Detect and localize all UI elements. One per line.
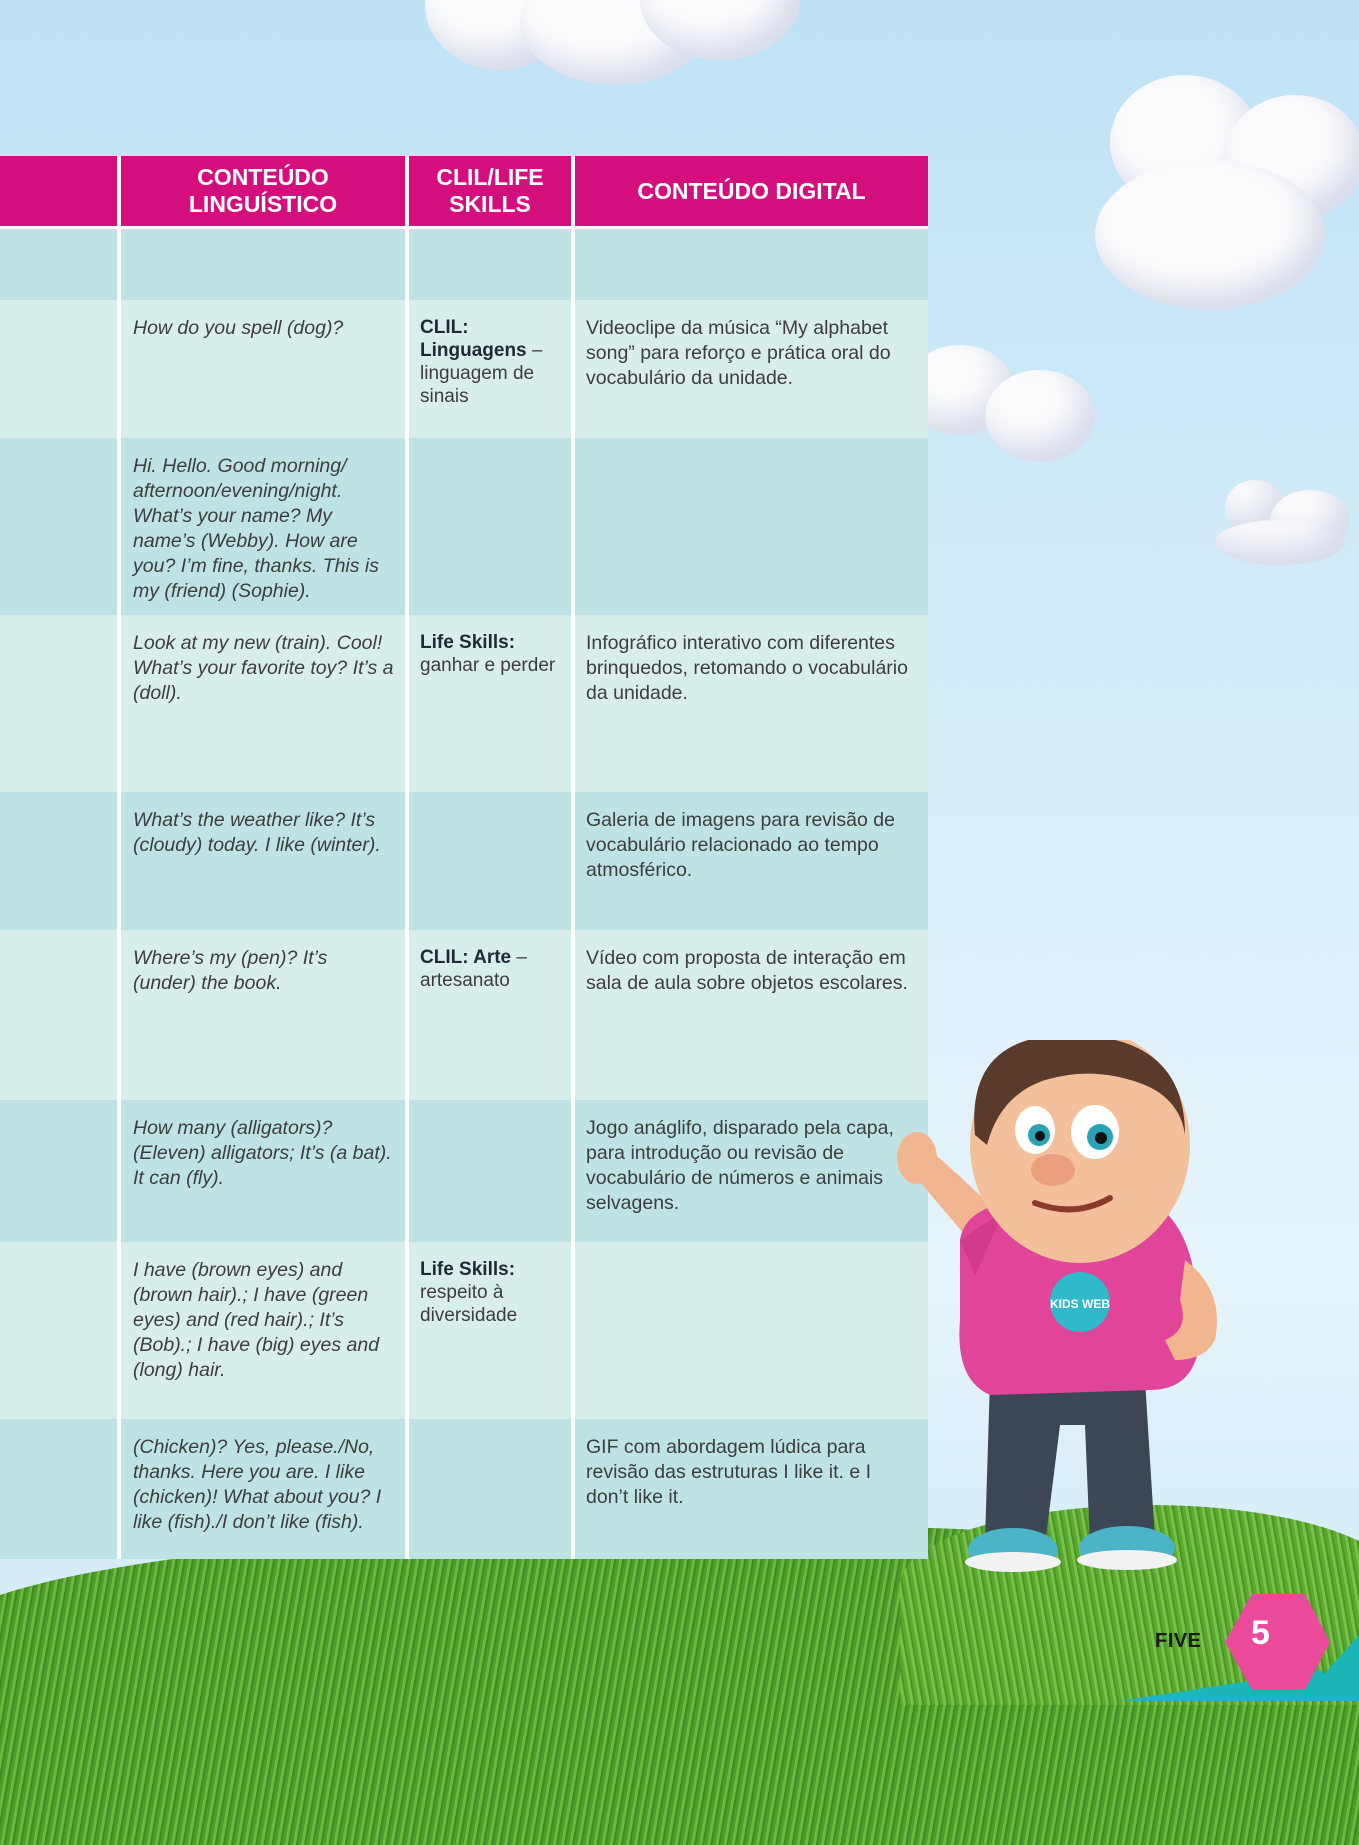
digital-cell: Infográfico interativo com diferentes brinquedos, retomando o vocabulário da unidade. <box>573 615 928 792</box>
page-word: FIVE <box>1155 1630 1202 1652</box>
table-row <box>0 1242 928 1419</box>
digital-cell: Galeria de imagens para revisão de vocabulário relacionado ao tempo atmosférico. <box>573 792 928 930</box>
clil-cell: CLIL: Arte – artesanato <box>407 930 573 1100</box>
unit-cell <box>0 228 119 300</box>
linguistico-cell: Look at my new (train). Cool! What’s your favorite toy? It’s a (doll). <box>119 615 407 792</box>
linguistico-cell: I have (brown eyes) and (brown hair).; I have (green eyes) and (red hair).; It’s (Bob).; I have (big) eyes and (long) hair. <box>119 1242 407 1419</box>
digital-cell: Jogo anáglifo, disparado pela capa, para introdução ou revisão de vocabulário de números e animais selvagens. <box>573 1100 928 1242</box>
clil-cell: Life Skills: ganhar e perder <box>407 615 573 792</box>
unit-cell <box>0 1100 119 1242</box>
clil-cell: Life Skills: respeito à diversidade <box>407 1242 573 1419</box>
linguistico-cell: How do you spell (dog)? <box>119 300 407 438</box>
clil-cell <box>407 1419 573 1559</box>
digital-cell: Videoclipe da música “My alphabet song” para reforço e prática oral do vocabulário da unidade. <box>573 300 928 438</box>
header-blank <box>0 156 119 228</box>
content-table <box>0 156 928 1559</box>
mascot-illustration <box>895 1040 1295 1600</box>
unit-cell <box>0 1419 119 1559</box>
table-row <box>0 930 928 1100</box>
shirt-logo-text: KIDS WEB <box>1050 1297 1110 1311</box>
header-conteudo-linguistico: CONTEÚDO LINGUÍSTICO <box>119 156 407 228</box>
digital-cell <box>573 1242 928 1419</box>
table-row <box>0 1419 928 1559</box>
unit-cell <box>0 300 119 438</box>
header-conteudo-digital: CONTEÚDO DIGITAL <box>573 156 928 228</box>
digital-cell: Vídeo com proposta de interação em sala de aula sobre objetos escolares. <box>573 930 928 1100</box>
linguistico-cell: How many (alligators)? (Eleven) alligators; It’s (a bat). It can (fly). <box>119 1100 407 1242</box>
clil-cell <box>407 1100 573 1242</box>
table-row <box>0 300 928 438</box>
table-row <box>0 1100 928 1242</box>
clil-cell <box>407 438 573 615</box>
table-header-row <box>0 156 928 228</box>
unit-cell <box>0 438 119 615</box>
header-clil-life-skills: CLIL/LIFE SKILLS <box>407 156 573 228</box>
unit-cell <box>0 930 119 1100</box>
unit-cell <box>0 792 119 930</box>
clil-cell <box>407 228 573 300</box>
table-row <box>0 792 928 930</box>
digital-cell <box>573 438 928 615</box>
linguistico-cell: Where’s my (pen)? It’s (under) the book. <box>119 930 407 1100</box>
page-number: 5 <box>1251 1614 1270 1652</box>
linguistico-cell <box>119 228 407 300</box>
digital-cell <box>573 228 928 300</box>
table-row <box>0 438 928 615</box>
table-row <box>0 615 928 792</box>
table-row <box>0 228 928 300</box>
clil-cell <box>407 792 573 930</box>
digital-cell: GIF com abordagem lúdica para revisão das estruturas I like it. e I don’t like it. <box>573 1419 928 1559</box>
linguistico-cell: What’s the weather like? It’s (cloudy) today. I like (winter). <box>119 792 407 930</box>
linguistico-cell: Hi. Hello. Good morning/ afternoon/evening/night. What’s your name? My name’s (Webby). How are you? I’m fine, thanks. This is my (friend) (Sophie). <box>119 438 407 615</box>
clil-cell: CLIL: Linguagens – linguagem de sinais <box>407 300 573 438</box>
unit-cell <box>0 615 119 792</box>
linguistico-cell: (Chicken)? Yes, please./No, thanks. Here you are. I like (chicken)! What about you? I like (fish)./I don’t like (fish). <box>119 1419 407 1559</box>
unit-cell <box>0 1242 119 1419</box>
